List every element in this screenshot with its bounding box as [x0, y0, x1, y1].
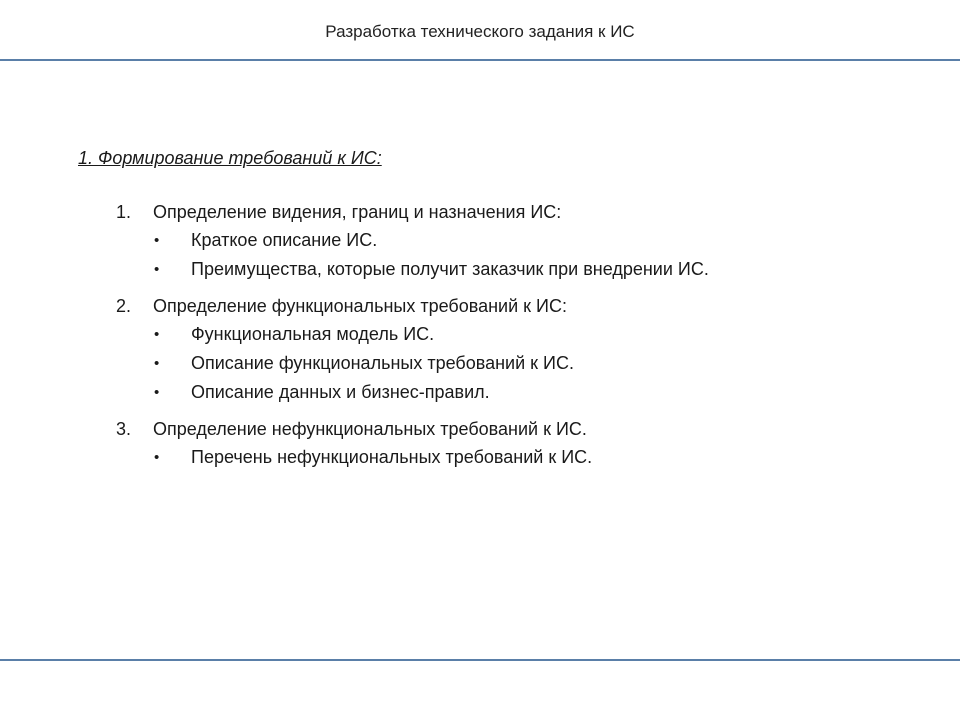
sub-item-text: Перечень нефункциональных требований к ИС. — [191, 447, 593, 467]
item-text: Определение видения, границ и назначения ИС: — [153, 202, 562, 222]
slide-title: Разработка технического задания к ИС — [325, 22, 635, 41]
sub-list — [0, 443, 960, 472]
sub-item-text: Преимущества, которые получит заказчик при внедрении ИС. — [191, 259, 709, 279]
header-divider — [0, 59, 960, 61]
bullet-icon: • — [154, 232, 160, 249]
outline-item-2 — [0, 292, 960, 407]
sub-item-text: Описание функциональных требований к ИС. — [191, 353, 574, 373]
item-number: 1. — [116, 202, 132, 222]
section-heading: 1. Формирование требований к ИС: — [78, 148, 382, 168]
bullet-icon: • — [154, 449, 160, 466]
sub-item-text: Функциональная модель ИС. — [191, 324, 435, 344]
list-item — [0, 226, 960, 255]
list-item — [0, 378, 960, 407]
outline-item-3 — [0, 415, 960, 472]
list-item — [0, 443, 960, 472]
sub-item-text: Краткое описание ИС. — [191, 230, 378, 250]
item-text: Определение функциональных требований к ИС: — [153, 296, 567, 316]
sub-item-text: Описание данных и бизнес-правил. — [191, 382, 490, 402]
bullet-icon: • — [154, 326, 160, 343]
bullet-icon: • — [154, 384, 160, 401]
outline-item-1 — [0, 198, 960, 284]
item-number: 3. — [116, 419, 132, 439]
item-text: Определение нефункциональных требований к ИС. — [153, 419, 587, 439]
item-number: 2. — [116, 296, 132, 316]
list-item — [0, 349, 960, 378]
list-item — [0, 320, 960, 349]
sub-list — [0, 226, 960, 284]
footer-divider — [0, 659, 960, 661]
requirements-outline — [0, 198, 960, 480]
bullet-icon: • — [154, 261, 160, 278]
sub-list — [0, 320, 960, 407]
bullet-icon: • — [154, 355, 160, 372]
list-item — [0, 255, 960, 284]
